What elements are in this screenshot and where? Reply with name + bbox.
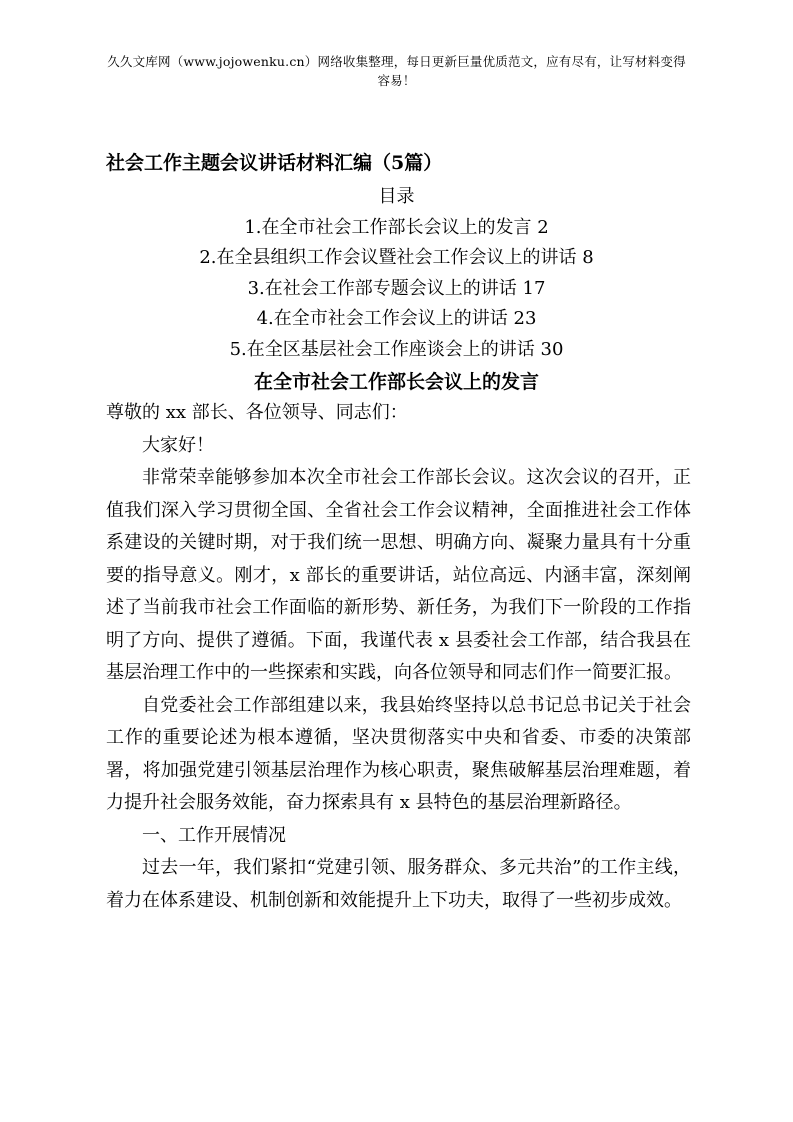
document-title: 社会工作主题会议讲话材料汇编（5篇） <box>106 152 443 174</box>
toc-item-4: 4.在全市社会工作会议上的讲话 23 <box>256 308 537 329</box>
toc-item-2: 2.在全县组织工作会议暨社会工作会议上的讲话 8 <box>199 247 594 268</box>
salutation: 尊敬的 xx 部长、各位领导、同志们： <box>106 402 408 423</box>
paragraph-1: 非常荣幸能够参加本次全市社会工作部长会议。这次会议的召开，正值我们深入学习贯彻全国、全省社会工作会议精神，全面推进社会工作体系建设的关键时期，对于我们统一思想、明确方向、凝聚力量具有十分重要的指导意义。刚才，x 部长的重要讲话，站位高远、内涵丰富，深刻阐述了当前我市社会工作面临的新形势、新任务，为我们下一阶段的工作指明了方向、提供了遵循。下面，我谨代表 x 县委社会工作部，结合我县在基层治理工作中的一些探索和实践，向各位领导和同志们作一简要汇报。 <box>106 467 691 683</box>
section-title: 在全市社会工作部长会议上的发言 <box>253 371 539 393</box>
toc-item-3: 3.在社会工作部专题会议上的讲话 17 <box>247 277 546 299</box>
toc-heading: 目录 <box>378 186 415 207</box>
header-line-2: 容易！ <box>377 73 416 88</box>
paragraph-2: 自党委社会工作部组建以来，我县始终坚持以总书记总书记关于社会工作的重要论述为根本遵循，坚决贯彻落实中央和省委、市委的决策部署，将加强党建引领基层治理作为核心职责，聚焦破解基层治理难题，着力提升社会服务效能，奋力探索具有 x 县特色的基层治理新路径。 <box>106 694 691 813</box>
toc-item-1: 1.在全市社会工作部长会议上的发言 2 <box>244 216 549 238</box>
toc-item-5: 5.在全区基层社会工作座谈会上的讲话 30 <box>229 338 564 360</box>
subheading-1: 一、工作开展情况 <box>142 824 286 846</box>
table-of-contents <box>0 182 793 365</box>
header-line-1: 久久文库网（www.jojowenku.cn）网络收集整理，每日更新巨量优质范文，应有尽有，让写材料变得 <box>107 54 686 69</box>
greeting: 大家好！ <box>142 434 214 456</box>
paragraph-3: 过去一年，我们紧扣“党建引领、服务群众、多元共治”的工作主线，着力在体系建设、机制创新和效能提升上下功夫，取得了一些初步成效。 <box>106 857 691 911</box>
body-text <box>106 397 691 917</box>
page-header <box>100 52 693 90</box>
